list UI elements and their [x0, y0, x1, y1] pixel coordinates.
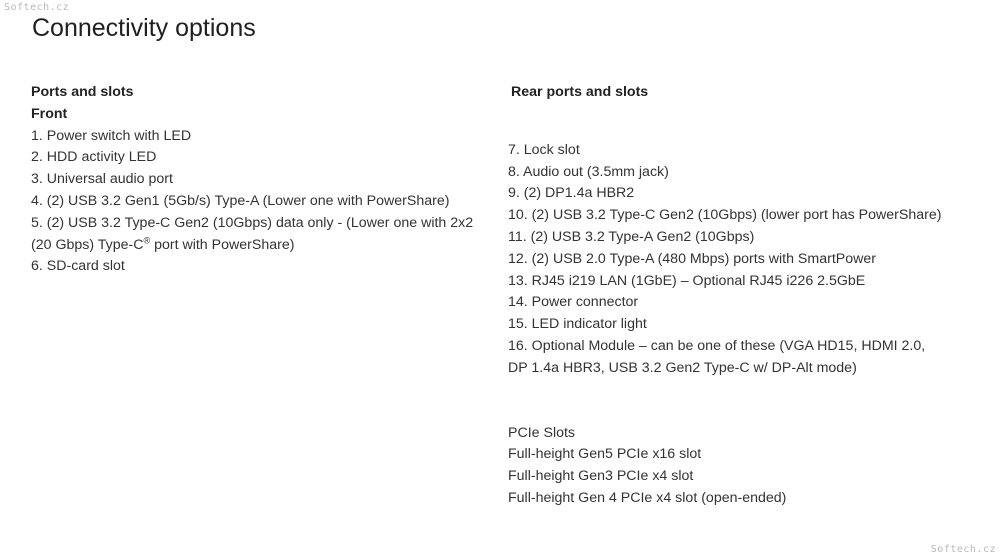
pcie-slots-list [508, 444, 978, 509]
list-item [31, 235, 481, 257]
list-item: 12. (2) USB 2.0 Type-A (480 Mbps) ports with SmartPower [508, 250, 876, 267]
list-item: 2. HDD activity LED [31, 149, 157, 166]
list-item: 8. Audio out (3.5mm jack) [508, 163, 669, 180]
registered-mark: ® [143, 234, 151, 245]
list-item: 14. Power connector [508, 294, 639, 311]
rear-ports-section [508, 82, 978, 510]
list-item: 7. Lock slot [508, 141, 580, 158]
list-item-text: (20 Gbps) Type-C [31, 236, 144, 253]
front-ports-list [31, 126, 481, 279]
list-item-text: port with PowerShare) [150, 236, 295, 253]
page-title: Connectivity options [32, 14, 256, 42]
list-item: 11. (2) USB 3.2 Type-A Gen2 (10Gbps) [508, 228, 755, 245]
list-item: DP 1.4a HBR3, USB 3.2 Gen2 Type-C w/ DP-Alt mode) [508, 359, 857, 376]
list-item: 16. Optional Module – can be one of these (VGA HD15, HDMI 2.0, [508, 337, 926, 354]
front-subheading: Front [31, 105, 68, 122]
list-item: 6. SD-card slot [31, 258, 125, 275]
list-item: 3. Universal audio port [31, 171, 173, 188]
list-item: 5. (2) USB 3.2 Type-C Gen2 (10Gbps) data only - (Lower one with 2x2 [31, 214, 474, 231]
list-item: 13. RJ45 i219 LAN (1GbE) – Optional RJ45 i226 2.5GbE [508, 272, 866, 289]
list-item: 15. LED indicator light [508, 316, 647, 333]
list-item: 10. (2) USB 3.2 Type-C Gen2 (10Gbps) (lower port has PowerShare) [508, 207, 942, 224]
list-item: Full-height Gen 4 PCIe x4 slot (open-ended) [508, 489, 787, 506]
list-item: 4. (2) USB 3.2 Gen1 (5Gb/s) Type-A (Lower one with PowerShare) [31, 192, 450, 209]
rear-ports-heading: Rear ports and slots [511, 84, 649, 100]
ports-and-slots-heading: Ports and slots [31, 84, 134, 100]
rear-ports-list [508, 140, 978, 380]
list-item: Full-height Gen5 PCIe x16 slot [508, 446, 702, 463]
list-item: 1. Power switch with LED [31, 127, 192, 144]
list-item: Full-height Gen3 PCIe x4 slot [508, 468, 694, 485]
watermark-bottom: Softech.cz [930, 544, 996, 555]
front-ports-section [31, 82, 481, 278]
pcie-slots-heading: PCIe Slots [508, 424, 576, 441]
watermark-top: Softech.cz [4, 2, 70, 13]
list-item: 9. (2) DP1.4a HBR2 [508, 185, 635, 202]
